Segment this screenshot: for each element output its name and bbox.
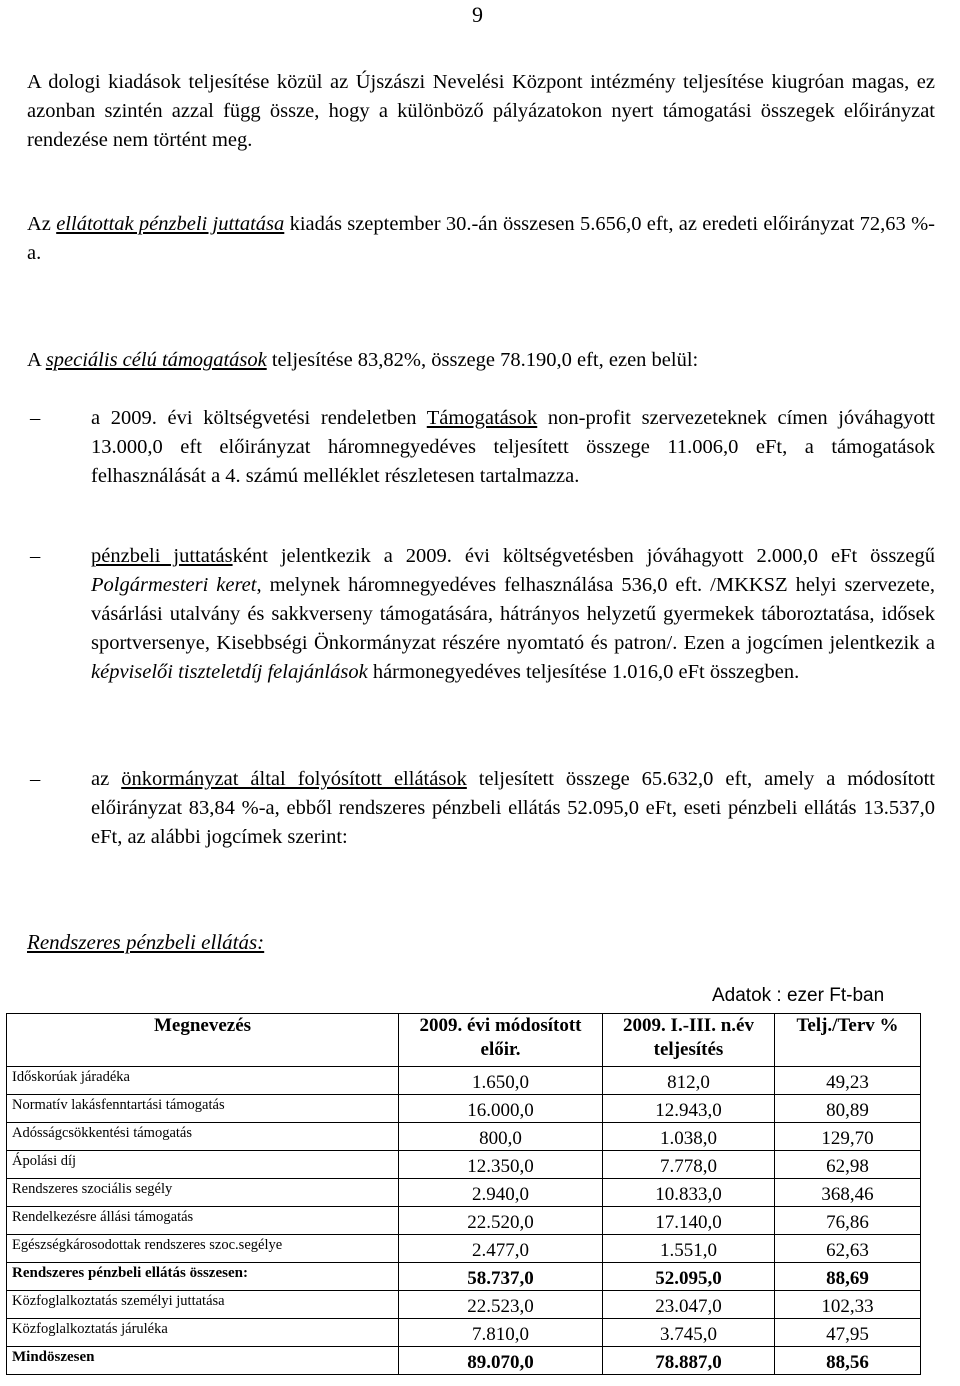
- page-number: 9: [472, 2, 483, 27]
- row-modositott: 2.940,0: [399, 1179, 603, 1207]
- row-modositott: 89.070,0: [399, 1347, 603, 1375]
- table-row: [7, 1207, 921, 1235]
- row-telj-terv: 49,23: [775, 1067, 921, 1095]
- row-name: Időskorúak járadéka: [7, 1067, 399, 1095]
- term-ellatottak-penzbeli-juttatasa: ellátottak pénzbeli juttatása: [56, 213, 285, 235]
- dash-bullet: –: [30, 545, 41, 567]
- row-teljesites: 12.943,0: [603, 1095, 775, 1123]
- table-row: [7, 1151, 921, 1179]
- row-modositott: 22.520,0: [399, 1207, 603, 1235]
- row-name: Ápolási díj: [7, 1151, 399, 1179]
- row-telj-terv: 62,98: [775, 1151, 921, 1179]
- text-run: a 2009. évi költségvetési rendeletben: [91, 407, 427, 429]
- text-run: A: [27, 349, 46, 371]
- text-run: kiadás szeptember 30.-án összesen 5.656,0 eft, az eredeti előirányzat 72,63 %-a.: [27, 213, 935, 264]
- row-name: Rendszeres szociális segély: [7, 1179, 399, 1207]
- bullet-polgarmesteri-keret: [91, 542, 935, 687]
- row-teljesites: 1.038,0: [603, 1123, 775, 1151]
- term-onkormanyzat-altal-folyositott: önkormányzat által folyósított ellátások: [121, 768, 467, 790]
- row-modositott: 58.737,0: [399, 1263, 603, 1291]
- paragraph-ellatottak: [27, 210, 935, 268]
- table-row: [7, 1067, 921, 1095]
- paragraph-dologi-kiadasok: A dologi kiadások teljesítése közül az Újszászi Nevelési Központ intézmény teljesítése kiugróan magas, ez azonban szintén azzal függ össze, hogy a különböző pályázatokon nyert támogatási összegek előirányzat rendezése nem történt meg.: [27, 71, 935, 151]
- row-telj-terv: 368,46: [775, 1179, 921, 1207]
- row-modositott: 2.477,0: [399, 1235, 603, 1263]
- bullet-onkormanyzati-ellatasok: [91, 765, 935, 852]
- text-run: teljesített összege 65.632,0 eft, amely a módosított előirányzat 83,84 %-a, ebből rendszeres pénzbeli ellátás 52.095,0 eFt, eseti pénzbeli ellátás 13.537,0 eFt, az alábbi jogcímek szerint:: [91, 768, 935, 848]
- header-modositott-eloir: 2009. évi módosított előir.: [399, 1014, 603, 1067]
- term-polgarmesteri-keret: Polgármesteri keret: [91, 574, 257, 596]
- row-telj-terv: 76,86: [775, 1207, 921, 1235]
- bullet-tamogatasok: [91, 404, 935, 491]
- row-telj-terv: 62,63: [775, 1235, 921, 1263]
- text-run: non-profit szervezeteknek címen jóváhagyott 13.000,0 eft előirányzat háromnegyedéves teljesített összege 11.006,0 eFt, a támogatások felhasználását a 4. számú melléklet részletesen tartalmazza.: [91, 407, 936, 487]
- text-run: Az: [27, 213, 57, 235]
- text-run: az: [91, 768, 122, 790]
- row-telj-terv: 129,70: [775, 1123, 921, 1151]
- row-name: Adósságcsökkentési támogatás: [7, 1123, 399, 1151]
- row-name: Egészségkárosodottak rendszeres szoc.segélye: [7, 1235, 399, 1263]
- header-megnevezes: Megnevezés: [7, 1014, 399, 1067]
- table-row: [7, 1123, 921, 1151]
- row-name: Mindöszesen: [7, 1347, 399, 1375]
- table-row: [7, 1319, 921, 1347]
- text-run: ként jelentkezik a 2009. évi költségvetésben jóváhagyott 2.000,0 eFt összegű: [232, 545, 935, 567]
- dash-bullet: –: [30, 407, 41, 429]
- text-run: hármonegyedéves teljesítése 1.016,0 eFt összegben.: [367, 661, 800, 683]
- row-teljesites: 52.095,0: [603, 1263, 775, 1291]
- term-specialis-celu-tamogatasok: speciális célú támogatások: [45, 349, 267, 371]
- row-teljesites: 17.140,0: [603, 1207, 775, 1235]
- row-name: Közfoglalkoztatás járuléka: [7, 1319, 399, 1347]
- units-note: Adatok : ezer Ft-ban: [712, 985, 885, 1006]
- text-run: , melynek háromnegyedéves felhasználása 536,0 eft. /MKKSZ helyi szervezete, vásárlási utalvány és sakkverseny támogatására, hátrányos helyzetű gyermekek táboroztatása, idősek sportversenye, Kisebbségi Önkormányzat részére nyomtató és patron/. Ezen a jogcímen jelentkezik a: [91, 574, 935, 654]
- table-row: [7, 1235, 921, 1263]
- row-name: Rendelkezésre állási támogatás: [7, 1207, 399, 1235]
- table-header-row: [7, 1014, 921, 1067]
- row-modositott: 800,0: [399, 1123, 603, 1151]
- table-row: [7, 1347, 921, 1375]
- table-row: [7, 1095, 921, 1123]
- row-modositott: 12.350,0: [399, 1151, 603, 1179]
- row-telj-terv: 88,56: [775, 1347, 921, 1375]
- row-teljesites: 78.887,0: [603, 1347, 775, 1375]
- table-row: [7, 1291, 921, 1319]
- term-penzbeli-juttatas: pénzbeli juttatás: [91, 545, 233, 567]
- term-kepviseloi-tiszteletdij: képviselői tiszteletdíj felajánlások: [91, 661, 368, 683]
- term-tamogatasok: Támogatások: [426, 407, 538, 429]
- row-teljesites: 812,0: [603, 1067, 775, 1095]
- section-heading: Rendszeres pénzbeli ellátás:: [27, 930, 265, 954]
- row-teljesites: 3.745,0: [603, 1319, 775, 1347]
- row-name: Közfoglalkoztatás személyi juttatása: [7, 1291, 399, 1319]
- row-name: Rendszeres pénzbeli ellátás összesen:: [7, 1263, 399, 1291]
- row-teljesites: 7.778,0: [603, 1151, 775, 1179]
- dash-bullet: –: [30, 768, 41, 790]
- row-modositott: 7.810,0: [399, 1319, 603, 1347]
- row-telj-terv: 88,69: [775, 1263, 921, 1291]
- row-modositott: 22.523,0: [399, 1291, 603, 1319]
- row-modositott: 16.000,0: [399, 1095, 603, 1123]
- row-teljesites: 10.833,0: [603, 1179, 775, 1207]
- row-telj-terv: 47,95: [775, 1319, 921, 1347]
- paragraph-specialis-celu: [27, 346, 935, 375]
- text-run: teljesítése 83,82%, összege 78.190,0 eft, ezen belül:: [266, 349, 699, 371]
- row-teljesites: 23.047,0: [603, 1291, 775, 1319]
- row-name: Normatív lakásfenntartási támogatás: [7, 1095, 399, 1123]
- table-row: [7, 1263, 921, 1291]
- row-telj-terv: 102,33: [775, 1291, 921, 1319]
- row-modositott: 1.650,0: [399, 1067, 603, 1095]
- row-teljesites: 1.551,0: [603, 1235, 775, 1263]
- benefits-table: [6, 1013, 921, 1375]
- header-teljesites: 2009. I.-III. n.év teljesítés: [603, 1014, 775, 1067]
- row-telj-terv: 80,89: [775, 1095, 921, 1123]
- header-telj-terv: Telj./Terv %: [775, 1014, 921, 1067]
- table-row: [7, 1179, 921, 1207]
